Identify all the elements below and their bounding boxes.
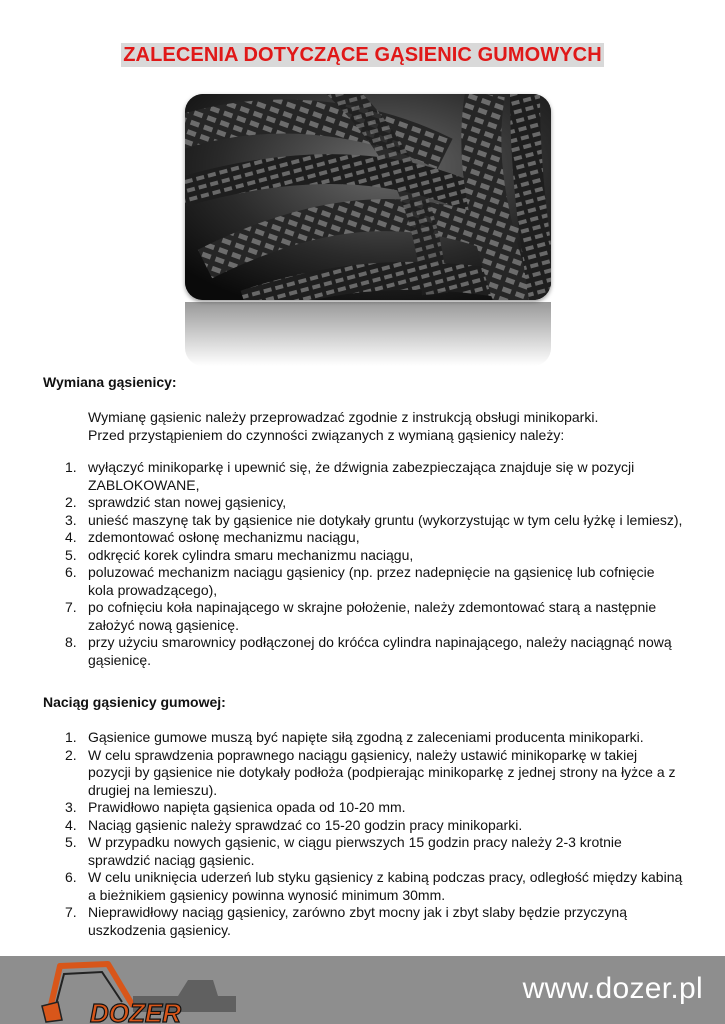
rubber-tracks-photo — [185, 94, 551, 300]
list-item: 2. W celu sprawdzenia poprawnego naciągu gąsienicy, należy ustawić minikoparkę w takiej pozycji by gąsienice nie dotykały podłoża (podpierając minikoparkę z jednej strony na łyżce a z drugiej na lemieszu). — [65, 746, 676, 798]
dozer-logo — [38, 956, 244, 1024]
list-item: 8. przy użyciu smarownicy podłączonej do króćca cylindra napinającego, należy naciągnąć nową gąsienicę. — [65, 634, 672, 668]
section-heading-track-replacement: Wymiana gąsienicy: — [43, 374, 177, 390]
list-item: 3. unieść maszynę tak by gąsienice nie dotykały gruntu (wykorzystując w tym celu łyżkę i lemiesz), — [65, 511, 683, 528]
list-item: 5. odkręcić korek cylindra smaru mechanizmu naciągu, — [65, 546, 414, 563]
replacement-steps-list — [43, 459, 683, 669]
svg-text:DOZER: DOZER — [90, 998, 181, 1024]
list-item: 4. Naciąg gąsienic należy sprawdzać co 15-20 godzin pracy minikoparki. — [65, 816, 523, 833]
section-heading-track-tension: Naciąg gąsienicy gumowej: — [43, 694, 226, 710]
intro-text: Wymianę gąsienic należy przeprowadzać zgodnie z instrukcją obsługi minikoparki. Przed przystąpieniem do czynności związanych z wymianą gąsienicy należy: — [88, 409, 599, 443]
list-item: 3. Prawidłowo napięta gąsienica opada od 10-20 mm. — [65, 799, 406, 815]
list-item: 1. wyłączyć minikoparkę i upewnić się, że dźwignia zabezpieczająca znajduje się w pozycji ZABLOKOWANE, — [65, 459, 635, 493]
list-item: 4. zdemontować osłonę mechanizmu naciągu, — [65, 529, 360, 545]
list-item: 7. po cofnięciu koła napinającego w skrajne położenie, należy zdemontować starą a następnie założyć nową gąsienicę. — [65, 599, 657, 633]
list-item: 6. W celu uniknięcia uderzeń lub styku gąsienicy z kabiną podczas pracy, odległość między kabiną a bieżnikiem gąsienicy powinna wynosić minimum 30mm. — [65, 869, 683, 903]
footer-bar — [0, 956, 725, 1024]
tension-rules-list — [43, 729, 683, 939]
website-url[interactable]: www.dozer.pl — [522, 972, 703, 1005]
list-item: 7. Nieprawidłowy naciąg gąsienicy, zarówno zbyt mocny jak i zbyt slaby będzie przyczyną uszkodzenia gąsienicy. — [65, 904, 627, 938]
list-item: 6. poluzować mechanizm naciągu gąsienicy (np. przez nadepnięcie na gąsienicę lub cofnięcie kola prowadzącego), — [65, 564, 655, 598]
list-item: 5. W przypadku nowych gąsienic, w ciągu pierwszych 15 godzin pracy należy 2-3 krotnie sprawdzić naciąg gąsienic. — [65, 834, 622, 868]
page-title: ZALECENIA DOTYCZĄCE GĄSIENIC GUMOWYCH — [123, 44, 602, 66]
list-item: 2. sprawdzić stan nowej gąsienicy, — [65, 494, 287, 510]
list-item: 1. Gąsienice gumowe muszą być napięte siłą zgodną z zaleceniami producenta minikoparki. — [65, 729, 644, 745]
photo-reflection — [185, 302, 551, 366]
